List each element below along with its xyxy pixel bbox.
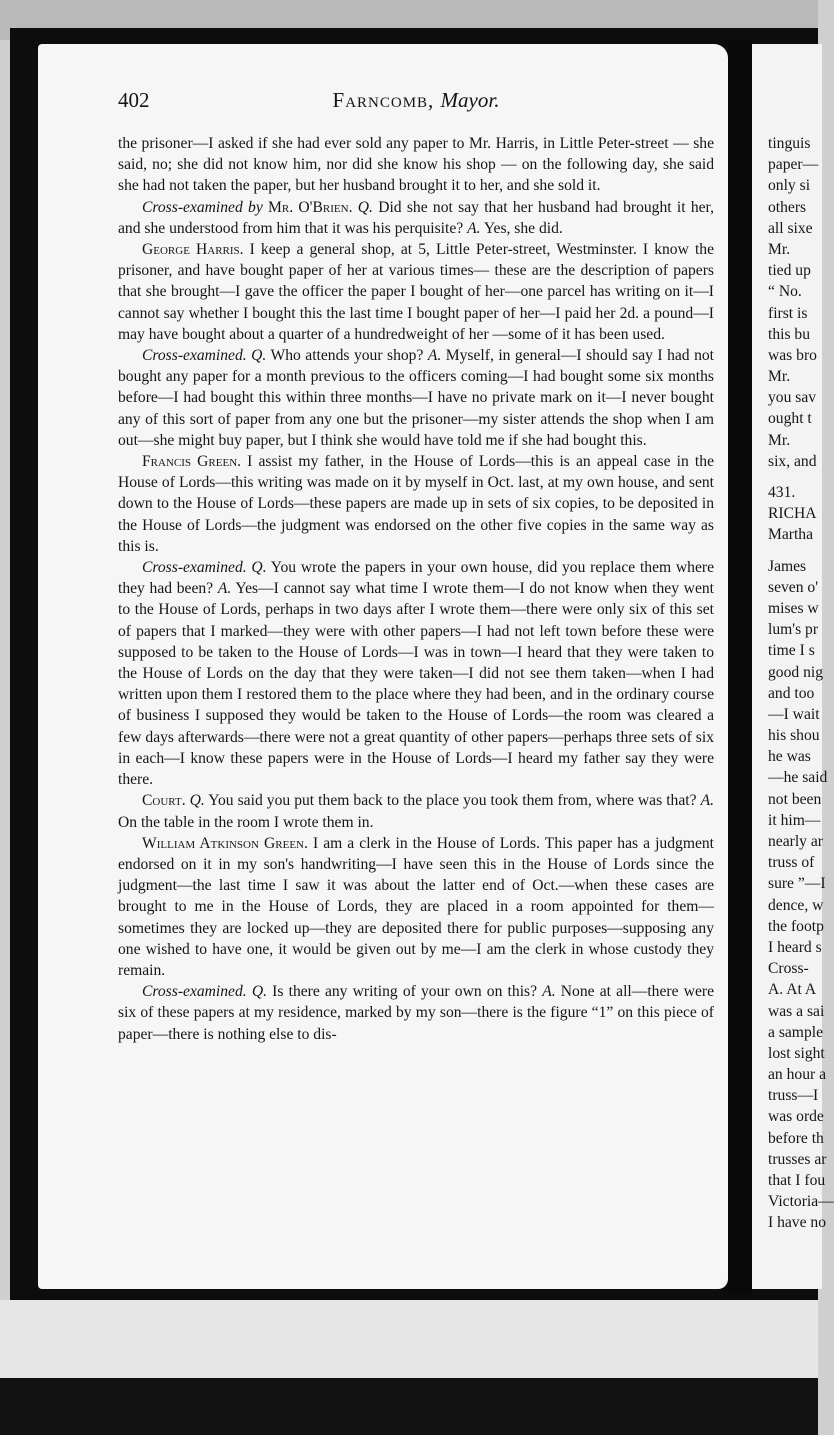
running-head xyxy=(118,88,714,113)
right-page-text xyxy=(768,133,834,1234)
paragraph xyxy=(118,197,714,239)
right-page-line: seven o' xyxy=(768,578,819,596)
paragraph xyxy=(118,557,714,790)
text-run: Yes—I cannot say what time I wrote them—I do not know when they went to the House of Lords, perhaps in two days after I wrote them—there were only six of this set of papers that I marked—they were with other papers—I had not left town before these were supposed to be taken to the House of Lords—I was in town—I heard that they were taken to the House of Lords on the day that they were taken—I did not see them taken—when I had written upon them I restored them to the place where they had been, and in the ordinary course of business I supposed they would be taken to the House of Lords—the room was cleared a few days afterwards—there were not a great quantity of other papers—perhaps three sets of six in each—I know these papers were in the House of Lords—I heard my father say they were there. xyxy=(118,580,714,789)
running-head-title: Mayor. xyxy=(440,88,500,112)
right-page-line: ought t xyxy=(768,410,812,428)
paragraph xyxy=(118,790,714,832)
right-page-line: I heard s xyxy=(768,938,822,956)
right-page-line: 431. xyxy=(768,484,796,501)
right-page-line: others xyxy=(768,198,807,216)
paragraph xyxy=(118,981,714,1045)
italic-text: A. xyxy=(427,347,442,365)
text-run: . xyxy=(181,792,190,810)
right-page-line: an hour a xyxy=(768,1066,827,1084)
right-page-line: tinguis xyxy=(768,135,811,152)
right-page-line: paper— xyxy=(768,156,819,174)
text-run: . I am a clerk in the House of Lords. This paper has a judgment endorsed on it in my son's handwriting—I have seen this in the House of Lords since the judgment—the last time I saw it was about the latter end of Oct.—when these cases are brought to me in the House of Lords, they are placed in a room appointed for them—sometimes they are locked up—they are deposited there for public purposes—supposing any one wished to have one, it would be given out by me—I am the clerk in whose custody they remain. xyxy=(118,834,714,979)
italic-text: A. xyxy=(700,792,714,810)
text-run: Did she not say that her husband had brought it her, and she understood from him that it was his perquisite? xyxy=(118,198,715,237)
italic-text: A. xyxy=(467,219,481,237)
body-text xyxy=(118,133,714,1045)
right-page-line: the footp xyxy=(768,917,824,935)
text-run: You wrote the papers in your own house, did you replace them where they had been? xyxy=(118,559,714,598)
right-page-line: good nig xyxy=(768,663,824,681)
right-page-line: first is xyxy=(768,304,808,322)
speaker-name: George Harris xyxy=(142,241,240,259)
paragraph xyxy=(118,345,714,451)
right-page-line: you sav xyxy=(768,389,817,407)
right-page-line: Mr. xyxy=(768,240,791,258)
right-page-line: was orde xyxy=(768,1108,824,1126)
speaker-name: William Atkinson Green xyxy=(142,834,304,852)
right-page-line: before th xyxy=(768,1129,824,1147)
right-page-line: James xyxy=(768,557,807,575)
text-run: Who attends your shop? xyxy=(266,347,428,365)
right-page-line: sure ”—I xyxy=(768,875,826,893)
right-page-line: RICHA xyxy=(768,505,817,523)
right-page-line: that I fou xyxy=(768,1172,826,1189)
right-page-line: it him— xyxy=(768,811,821,829)
text-run: None at all—there were six of these papers at my residence, marked by my son—there is the figure “1” on this piece of paper—there is nothing else to dis- xyxy=(118,983,714,1043)
speaker-name: Court xyxy=(142,792,182,810)
right-page-line: trusses ar xyxy=(768,1150,827,1168)
right-page-line: six, and xyxy=(768,452,817,470)
right-page-line: his shou xyxy=(768,727,820,745)
paragraph xyxy=(118,239,714,345)
paragraph xyxy=(118,451,714,557)
text-run: . I assist my father, in the House of Lords—this is an appeal case in the House of Lords—this writing was made on it by myself in Oct. last, at my own house, and sent down to the House of Lords—these papers are made up in sets of six copies, to be deposited in the House of Lords—the judgment was endorsed on the other five copies in the same way as this is. xyxy=(118,453,714,555)
paragraph xyxy=(118,833,714,981)
right-page-line: mises w xyxy=(768,599,819,617)
right-page-line: not been xyxy=(768,790,822,808)
text-run: Myself, in general—I should say I had not bought any paper for a month previous to the officers coming—I had bought some six months before—I had bought this within three months—I have no private mark on it—I never bought any of this sort of paper from any one but the prisoner—my sister attends the shop when I am out—she might buy paper, but I think she would have told me if she had bought this. xyxy=(118,347,714,449)
italic-text: Cross-examined. Q. xyxy=(142,983,267,1001)
right-page-line: was bro xyxy=(768,346,817,364)
text-run: You said you put them back to the place you took them from, where was that? xyxy=(204,792,701,810)
right-page-line: nearly ar xyxy=(768,833,823,850)
right-page-line: time I s xyxy=(768,642,815,660)
italic-text: A. xyxy=(542,983,556,1001)
italic-text: Cross-examined by xyxy=(142,198,269,216)
right-page-line: dence, w xyxy=(768,896,824,914)
text-run: . xyxy=(348,198,358,216)
right-page-line: —I wait xyxy=(768,705,820,723)
right-page-line: all sixe xyxy=(768,219,813,237)
right-page-line: this bu xyxy=(768,325,811,343)
italic-text: Q. xyxy=(357,198,373,216)
scan-bottom-shadow xyxy=(0,1378,818,1435)
book-gutter xyxy=(728,40,752,1295)
right-page-line xyxy=(768,546,828,556)
right-page-line: “ No. xyxy=(768,283,802,301)
italic-text: Cross-examined. Q. xyxy=(142,559,267,577)
right-page-line: and too xyxy=(768,684,815,702)
speaker-name: Francis Green xyxy=(142,453,238,471)
right-page-line: Mr. xyxy=(768,431,791,449)
right-page-line: a sample xyxy=(768,1023,823,1041)
page-header xyxy=(118,88,714,122)
right-page-line: lost sight xyxy=(768,1044,825,1062)
page-number: 402 xyxy=(118,88,150,112)
right-page-line: Cross- xyxy=(768,960,809,978)
italic-text: Q. xyxy=(189,792,205,810)
text-run: . I keep a general shop, at 5, Little Peter-street, Westminster. I know the prisoner, and have bought paper of her at various times— these are the description of papers that she brought—I gave the officer the paper I bought of her—one parcel has writing on it—I cannot say whether I bought this the last time I bought paper of her—I paid her 2d. a pound—I may have bought about a quarter of a hundredweight of her —some of it has been used. xyxy=(118,241,714,343)
right-page-line: Victoria— xyxy=(768,1193,834,1211)
right-page-line: he was xyxy=(768,748,811,766)
italic-text: A. xyxy=(217,580,232,598)
speaker-name: Mr. O'Brien xyxy=(268,198,349,216)
paragraph xyxy=(118,133,714,197)
right-page-line xyxy=(768,472,828,482)
right-page-line: Mr. xyxy=(768,368,791,386)
right-page-line: truss—I xyxy=(768,1087,819,1105)
right-page-line: A. At A xyxy=(768,981,817,999)
italic-text: Cross-examined. Q. xyxy=(142,347,267,365)
text-run: the prisoner—I asked if she had ever sold any paper to Mr. Harris, in Little Peter-street — she said, no; she did not know him, nor did she know his shop — on the following day, she said she had not taken the paper, but her husband brought it to her, and she sold it. xyxy=(118,135,714,195)
right-page-line: lum's pr xyxy=(768,621,819,639)
scan-bottom-margin xyxy=(0,1300,818,1380)
text-run: On the table in the room I wrote them in. xyxy=(118,813,374,831)
right-page-line: tied up xyxy=(768,262,811,280)
right-page-line: truss of xyxy=(768,854,815,872)
right-page-line: —he said xyxy=(768,769,828,787)
right-page-line: only si xyxy=(768,177,811,195)
text-run: Is there any writing of your own on this? xyxy=(267,983,543,1001)
right-page-line: I have no xyxy=(768,1214,827,1232)
text-run: Yes, she did. xyxy=(480,219,563,237)
right-page-line: was a sai xyxy=(768,1002,825,1020)
running-head-name: Farncomb, xyxy=(332,88,435,112)
right-page-line: Martha xyxy=(768,526,814,544)
